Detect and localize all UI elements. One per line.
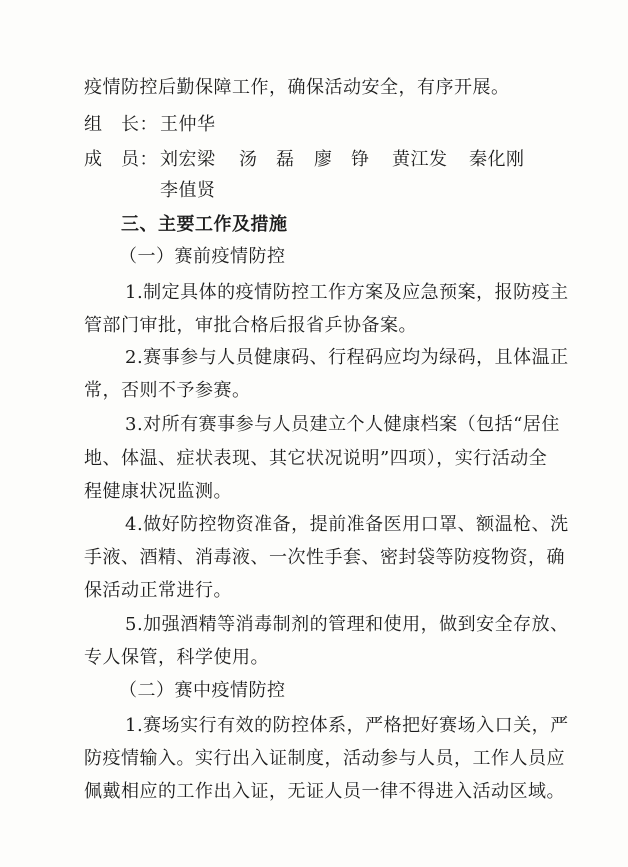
- member-name: 汤 磊: [239, 149, 295, 170]
- paragraph-line: 5.加强酒精等消毒制剂的管理和使用，做到安全存放、: [125, 614, 569, 635]
- paragraph-line: 1.制定具体的疫情防控工作方案及应急预案，报防疫主: [125, 282, 569, 303]
- member-name: 刘宏梁: [160, 149, 216, 170]
- paragraph-line: 防疫情输入。实行出入证制度，活动参与人员，工作人员应: [84, 748, 565, 769]
- paragraph-line: 1.赛场实行有效的防控体系，严格把好赛场入口关，严: [125, 715, 569, 736]
- member-name: 秦化刚: [469, 149, 525, 170]
- subsection-title: （二）赛中疫情防控: [119, 680, 286, 701]
- paragraph-line: 佩戴相应的工作出入证，无证人员一律不得进入活动区域。: [84, 781, 565, 802]
- paragraph-line: 2.赛事参与人员健康码、行程码应均为绿码，且体温正: [125, 347, 569, 368]
- section-heading: 三、主要工作及措施: [121, 214, 288, 235]
- paragraph-line: 3.对所有赛事参与人员建立个人健康档案（包括“居住: [125, 414, 560, 435]
- member-name: 廖 铮: [314, 149, 370, 170]
- leader-label: 组 长：: [84, 114, 158, 135]
- intro-line: 疫情防控后勤保障工作，确保活动安全，有序开展。: [84, 77, 510, 98]
- paragraph-line: 程健康状况监测。: [84, 481, 232, 502]
- paragraph-line: 手液、酒精、消毒液、一次性手套、密封袋等防疫物资，确: [84, 547, 565, 568]
- member-name: 黄江发: [392, 149, 448, 170]
- subsection-title: （一）赛前疫情防控: [119, 246, 286, 267]
- paragraph-line: 管部门审批，审批合格后报省乒协备案。: [84, 315, 417, 336]
- paragraph-line: 保活动正常进行。: [84, 580, 232, 601]
- paragraph-line: 常，否则不予参赛。: [84, 380, 251, 401]
- paragraph-line: 地、体温、症状表现、其它状况说明”四项），实行活动全: [84, 448, 548, 469]
- members-label: 成 员：: [84, 149, 158, 170]
- paragraph-line: 专人保管，科学使用。: [84, 647, 269, 668]
- leader-name: 王仲华: [160, 114, 216, 135]
- member-name: 李值贤: [160, 180, 216, 201]
- paragraph-line: 4.做好防控物资准备，提前准备医用口罩、额温枪、洗: [125, 514, 569, 535]
